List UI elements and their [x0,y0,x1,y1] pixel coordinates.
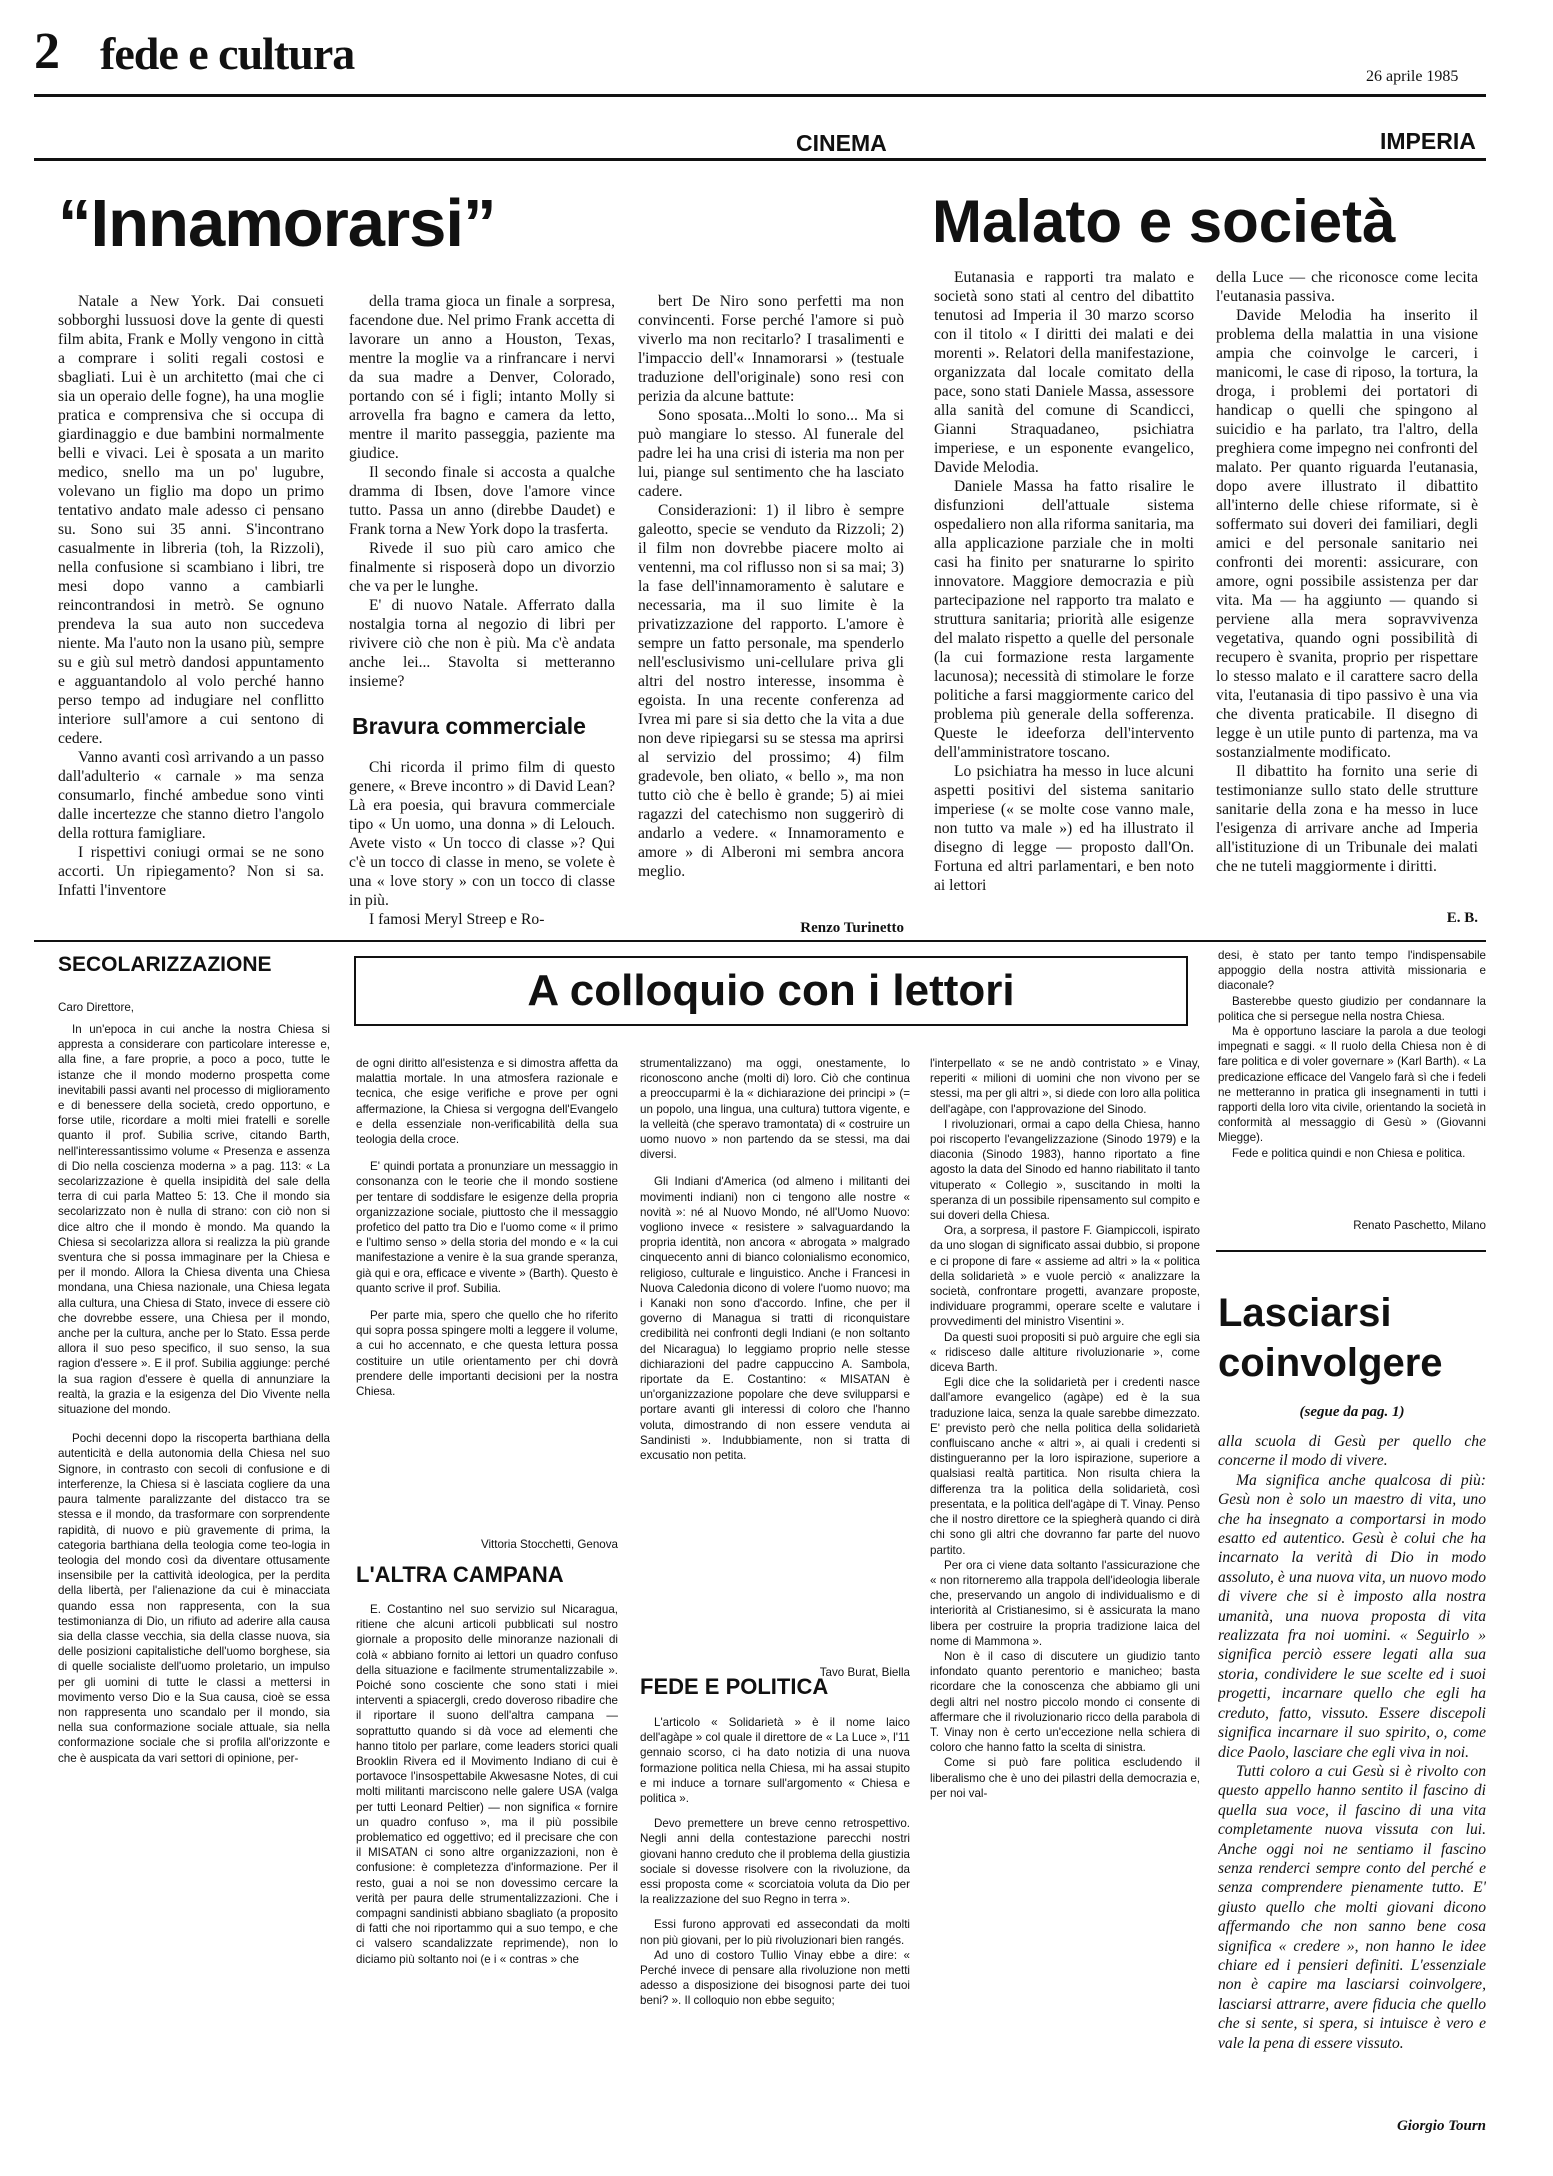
politica-author: Renato Paschetto, Milano [1353,1219,1486,1232]
issue-date: 26 aprile 1985 [1366,68,1459,85]
campana-col2: E. Costantino nel suo servizio sul Nicaragua, ritiene che alcuni articoli pubblicati sul nostro giornale a proposito delle minoranze nazionali di colà « abbiano fornito ai lettori un quadro confuso della situazione e facilmente strumentalizzabile ». Poiché sono cosciente che sono stati i miei interventi a spiacergli, credo doveroso ribadire che il riportare il suono dell'altra campana — soprattutto quando si dà voce ad elementi che hanno titolo per parlare, come leaders storici quali Brooklin Rivera ed il Movimento Indiano di cui è portavoce l'insospettabile Akwesasne Notes, di cui molti militanti marciscono nelle galere USA (valga per tutti Leonard Peltier) — non significa « fornire un quadro confuso », ma il più possibile problematico ed oggettivo; ed il precisare che con il MISATAN ci sono altre organizzazioni, non è confusione: è completezza d'informazione. Per il resto, guai a noi se non dovessimo cercare la verità per paura delle strumentalizzazioni. Che i compagni sandinisti abbiano sbagliato (a proposito di fatti che noi riportammo qui a suo tempo, e che ci valsero scandalizzate reprimende), non lo diciamo più soltanto noi (e i « contras » che [356,1603,618,1966]
lasciarsi-title: Lasciarsi coinvolgere [1218,1291,1443,1385]
politica-title: FEDE E POLITICA [640,1674,829,1699]
bravura-subhead: Bravura commerciale [352,713,586,739]
masthead-rule [34,94,1486,97]
label-rule [34,158,1486,161]
innamorarsi-author: Renzo Turinetto [800,920,904,936]
politica-col4: l'interpellato « se ne andò contristato » e Vinay, reperiti « milioni di uomini che non vivono per se stessi, ma per gli altri », si diede con loro alla politica dell'agàpe, con l'approvazione del Sinodo. I rivoluzionari, ormai a capo della Chiesa, hanno poi riscoperto l'evangelizzazione (Sinodo 1979) e la diaconia (Sinodo 1983), hanno riportato a fine agosto la data del Sinodo ed hanno riabilitato il tanto vituperato « Collegio », suscitando in molti la speranza di un possibile ripensamento sul compito e sui doveri della Chiesa. Ora, a sorpresa, il pastore F. Giampiccoli, ispirato da uno slogan di significato assai dubbio, si propone e ci propone di fare « assieme ad altri » la « politica della solidarietà » e vuole perciò « analizzare la società, confrontare progetti, avanzare proposte, individuare programmi, operare scelte e valutare i provvedimenti del ministro Visentini ». Da questi suoi propositi si può arguire che egli sia « ridisceso dalle altiture rivoluzionarie », come diceva Barth. Egli dice che la solidarietà per i credenti nasce dall'amore evangelico (agàpe) ed è la sua traduzione laica, senza la quale sarebbe dimezzato. E' previsto però che nella politica della solidarietà confluiscano anche « altri », ai quali i credenti si distingueranno per la loro ispirazione, superiore a qualsiasi realtà partitica. Non risulta chiera la differenza tra la politica della solidarietà, così presentata, e la politica dell'agàpe di T. Vinay. Penso che il nostro direttore ce la spiegherà quando ci dirà chi sono gli altri che dovranno far parte del nuovo partito. Per ora ci viene data soltanto l'assicurazione che « non ritorneremo alla trappola dell'ideologia liberale che, preservando un angolo di individualismo e di interiorità al Cristianesimo, si è assicurata la mano libera per costruire la propria tradizione laica del nome di Mammona ». Non è il caso di discutere un giudizio tanto infondato quanto perentorio e manicheo; basta ricordare che la conoscenza che abbiamo gli uni degli altri nel nostro piccolo mondo ci consente di affermare che il rivoluzionario ricco della parabola di T. Vinay non è certo un'eccezione nella schiera di coloro che hanno fatto la scelta di sinistra. Come si può fare politica escludendo il liberalismo che è uno dei pilastri della democrazia e, per noi val- [930,1057,1200,1800]
lettori-banner-box [354,956,1188,1026]
secolarizzazione-author: Vittoria Stocchetti, Genova [480,1538,618,1551]
innamorarsi-col2: della trama gioca un finale a sorpresa, facendone due. Nel primo Frank accetta di lavorare un anno a Houston, Texas, mentre la moglie va a rinfrancare i nervi da sua madre a Denver, Colorado, portando con sé i figli; intanto Molly si arrovella fra bagno e camera da letto, mentre il marito passeggia, paziente ma giudice. Il secondo finale si accosta a qualche dramma di Ibsen, dove l'amore vince tutto. Passa un anno (direbbe Daudet) e Frank torna a New York dopo la trasferta. Rivede il suo più caro amico che finalmente si risposerà dopo un divorzio che va per le lunghe. E' di nuovo Natale. Afferrato dalla nostalgia torna al negozio di libri per rivivere ciò che non è più. Ma c'è andata anche lei... Stavolta si metteranno insieme? [349,293,615,690]
secolarizzazione-col2: de ogni diritto all'esistenza e si dimostra affetta da malattia mortale. In una atmosfera razionale e tecnica, che esige verifiche e prove per ogni affermazione, la Chiesa si vergogna dell'Evangelo e della essenziale non-verificabilità della sua teologia della croce. E' quindi portata a pronunziare un messaggio in consonanza con le teorie che il mondo sostiene per tentare di soddisfare le esigenze della propria organizzazione sociale, piuttosto che il messaggio profetico del patto tra Dio e l'uomo come « il primo e l'ultimo senso » della storia del mondo e « la cui manifestazione a venire è la sua grande speranza, già qui e ora, efficace e vivente » (Barth). Questo è quanto scrive il prof. Subilia. Per parte mia, spero che quello che ho riferito qui sopra possa spingere molti a leggere il volume, a cui ho accennato, e che questa lettura possa costituire un utile orientamento per chi dovrà prendere delle importanti decisioni per la nostra Chiesa. [356,1057,618,1399]
lettori-banner-title: A colloquio con i lettori [527,966,1015,1015]
lasciarsi-body: alla scuola di Gesù per quello che concerne il modo di vivere. Ma significa anche qualcosa di più: Gesù non è solo un maestro di vita, uno che ha insegnato a comportarsi in modo esatto ed autentico. Gesù è colui che ha incarnato la verità di Dio in modo assoluto, è una nuova vita, un nuovo modo di vivere che si è imposto alla nostra umanità, una nuova proposta di vita realizzata fra noi uomini. « Seguirlo » significa perciò essere legati alla sua storia, condividere le sue scelte ed i suoi progetti, incarnare quello che egli ha creduto, fatto, vissuto. Essere discepoli significa incarnare il suo spirito, o, come dice Paolo, lasciare che egli viva in noi. Tutti coloro a cui Gesù si è rivolto con questo appello hanno sentito il fascino di quella sua voce, il fascino di una vita completamente nuova vissuta con lui. Anche oggi noi ne sentiamo il fascino senza renderci sempre conto del perché e senza comprendere pienamente tutto. E' giusto quello che molti giovani dicono affermando che non sanno bene cosa significa « credere », non hanno le idee chiare ed i pensieri definiti. L'essenziale non è capire ma lasciarsi coinvolgere, lasciarsi attrarre, avere fiducia che quello che si sente, si spera, si intuisce è vero e vale la pena di essere vissuto. [1218,1433,1486,2052]
campana-col3: strumentalizzano) ma oggi, onestamente, lo riconoscono anche (molti di) loro. Ciò che continua a preoccuparmi è la « dichiarazione dei principi » (= un popolo, una lingua, una cultura) tuttora vigente, e la velleità (che speravo tramontata) di « costruire un uomo nuovo » non partendo da se stessi, ma dai diversi. Gli Indiani d'America (od almeno i militanti dei movimenti indiani) non ci tengono alle nostre « novità »: né al Nuovo Mondo, né all'Uomo Nuovo: vogliono invece « resistere » salvaguardando la propria identità, non ancora « abrogata » malgrado cinquecento anni di bianco colonialismo economico, religioso, culturale e linguistico. Anche i Francesi in Nuova Caledonia dicono di volere l'uomo nuovo; ma i Kanaki non sono d'accordo. Infine, che per il governo di Managua si tratti di riconquistare credibilità nei confronti degli Indiani (e non soltanto del Nicaragua) lo leggiamo proprio nelle stesse dichiarazioni del padre cappuccino A. Sambola, riportate da E. Costantino: « MISATAN è un'organizzazione popolare che deve svilupparsi e portare avanti gli interessi di coloro che l'hanno voluta, dimostrando di non essere venduta ai Sandinisti ». Indubbiamente, non si tratta di excusatio non petita. [640,1057,910,1463]
politica-col3: L'articolo « Solidarietà » è il nome laico dell'agàpe » col quale il direttore de « La Luce », l'11 gennaio scorso, ci ha dato notizia di una nuova formazione politica nella Chiesa, mi ha assai stupito e mi induce a tornare sull'argomento « Chiesa e politica ». Devo premettere un breve cenno retrospettivo. Negli anni della contestazione parecchi nostri giovani hanno creduto che il problema della giustizia sociale si dovesse risolvere con la rivoluzione, da essi proposta come « scorciatoia voluta da Dio per la realizzazione del suo Regno in terra ». Essi furono approvati ed assecondati da molti non più giovani, per lo più rivoluzionari bien rangés. Ad uno di costoro Tullio Vinay ebbe a dire: « Perché invece di pensare alla rivoluzione non metti adesso a disposizione dei bisognosi parte dei tuoi beni? ». Il colloquio non ebbe seguito; [640,1716,910,2008]
lasciarsi-author: Giorgio Tourn [1396,2118,1486,2134]
secolarizzazione-salutation: Caro Direttore, [58,1001,135,1014]
innamorarsi-col3: bert De Niro sono perfetti ma non convincenti. Forse perché l'amore si può viverlo ma non recitarlo? I trasalimenti e l'impaccio dell'« Innamorarsi » (testuale traduzione dell'originale) sono resi con perizia da alcune battute: Sono sposata...Molti lo sono... Ma si può mangiare lo stesso. Al funerale del padre lei ha una crisi di isteria ma non per lui, piange sul sentimento che ha lasciato cadere. Considerazioni: 1) il libro è sempre galeotto, specie se venduto da Rizzoli; 2) il film non dovrebbe piacere molto ai ventenni, ma col riflusso non si sa mai; 3) la fase dell'innamoramento è salutare e necessaria, ma il suo limite è la privatizzazione del rapporto. L'amore è sempre un fatto personale, ma spenderlo nell'esclusivismo uni-cellulare priva gli altri del nostro interesse, insomma è egoista. In una recente conferenza ad Ivrea mi pare si sia detto che la vita a due non deve ripiegarsi su se stessa ma aprirsi al servizio del prossimo; 4) film gradevole, ben oliato, « bello », ma non tutto ciò che è bello è grande; 5) ai miei ragazzi del catechismo non suggerirò di andarlo a vedere. « Innamoramento e amore » di Alberoni mi sembra ancora meglio. [638,293,904,880]
lasciarsi-divider [1216,1250,1486,1252]
imperia-label: IMPERIA [1380,128,1476,154]
malato-author: E. B. [1446,910,1478,926]
section-divider [34,940,1486,942]
innamorarsi-col1: Natale a New York. Dai consueti sobborghi lussuosi dove la gente di questi film abita, Frank e Molly vengono in città a comprare i soliti regali costosi e sbagliati. Lui è un architetto (mai che ci sia un operaio delle fogne), ha una moglie pratica e comprensiva che si occupa di giardinaggio e due bambini normalmente belli e vivaci. Lei è sposata a un marito medico, snello ma un po' lugubre, volevano un figlio ma dopo un primo tentativo andato male adesso ci pensano su. Sono sui 35 anni. S'incontrano casualmente in libreria (toh, la Rizzoli), nella confusione si scambiano i libri, tre mesi dopo vanno a cambiarli reincontrandosi in metrò. Se ognuno prendeva la sua auto non succedeva niente. Ma l'auto non la usano più, sempre su e giù sul metrò dandosi appuntamento e agguantandolo al volo perché hanno perso tempo ad indugiare nel conflitto interiore sull'amore a cui sentono di cedere. Vanno avanti così arrivando a un passo dall'adulterio « carnale » ma senza consumarlo, finché ambedue sono vinti dalle incertezze che stanno dietro l'angolo della rottura famigliare. I rispettivi coniugi ormai se ne sono accorti. Un ripiegamento? Non si sa. Infatti l'inventore [58,293,324,899]
campana-title: L'ALTRA CAMPANA [356,1562,564,1587]
lasciarsi-continued: (segue da pag. 1) [1299,1404,1405,1420]
section-title: fede e cultura [100,28,355,79]
politica-col5: desi, è stato per tanto tempo l'indispensabile appoggio della nostra attività missionaria e diaconale? Basterebbe questo giudizio per condannare la politica che si persegue nella nostra Chiesa. Ma è opportuno lasciare la parola a due teologi impegnati e saggi. « Il ruolo della Chiesa non è di fare politica e di voler governare » (Karl Barth). « La predicazione efficace del Vangelo farà sì che i fedeli ne metteranno in pratica gli insegnamenti in tutti i rapporti della loro vita civile, orientando la società in conformità al messaggio di Gesù » (Giovanni Miegge). Fede e politica quindi e non Chiesa e politica. [1218,949,1486,1160]
secolarizzazione-title: SECOLARIZZAZIONE [58,953,272,976]
innamorarsi-title: “Innamorarsi” [58,186,496,261]
innamorarsi-col2b: Chi ricorda il primo film di questo genere, « Breve incontro » di David Lean? Là era poesia, qui bravura commerciale tipo « Un uomo, una donna » di Lelouch. Avete visto « Un tocco di classe »? Qui c'è un tocco di classe in meno, se volete è una « love story » con un tocco di classe in più. I famosi Meryl Streep e Ro- [349,759,615,928]
malato-col1: Eutanasia e rapporti tra malato e società sono stati al centro del dibattito tenutosi ad Imperia il 30 marzo scorso con il titolo « I diritti dei malati e dei morenti ». Relatori della manifestazione, organizzata dal locale comitato della pace, sono stati Daniele Massa, assessore alla sanità del comune di Scandicci, Gianni Straquadaneo, psichiatra imperiese, e un esponente evangelico, Davide Melodia. Daniele Massa ha fatto risalire le disfunzioni dell'attuale sistema ospedaliero non alla riforma sanitaria, ma alla applicazione parziale che in molti casi ha finito per snaturarne lo spirito innovatore. Maggiore democrazia e più partecipazione nel rapporto tra malato e struttura sanitaria; priorità alle esigenze del malato rispetto a quelle del personale (la cui formazione resta largamente lacunosa); necessità di stimolare le forze politiche a farsi maggiormente carico del problema più generale della sofferenza. Queste le ideeforza dell'intervento dell'amministratore toscano. Lo psichiatra ha messo in luce alcuni aspetti positivi del sistema sanitario imperiese (« se molte cose vanno male, non tutto va male ») ed ha illustrato il disegno di legge — proposto dall'On. Fortuna ed altri parlamentari, e ben noto ai lettori [934,269,1194,894]
campana-author: Tavo Burat, Biella [819,1666,910,1679]
cinema-label: CINEMA [796,130,887,156]
malato-title: Malato e società [932,188,1396,255]
page-number: 2 [34,23,60,80]
secolarizzazione-col1: In un'epoca in cui anche la nostra Chiesa si appresta a considerare con particolare interesse e, alla fine, a fare proprie, a poco a poco, tutte le istanze che il mondo moderno prospetta come inevitabili passi avanti nel processo di miglioramento e di benessere della società, credo opportuno, e forse utile, ricordare a molti miei fratelli e sorelle quanto il prof. Subilia scrive, citando Barth, nell'interessantissimo volume « Presenza e assenza di Dio nella coscienza moderna » a pag. 113: « La secolarizzazione è quella insipidità del sale della terra di cui parla Matteo 5: 13. Che il mondo sia secolarizzato non è nulla di strano: con ciò non si dice altro che il mondo è mondo. Ma quando la Chiesa si secolarizza allora si realizza la più grande sventura che si possa immaginare per la Chiesa e per il mondo. Allora la Chiesa diventa una Chiesa mondana, una Chiesa nazionale, una Chiesa legata alla cultura, una Chiesa di Stato, invece di essere ciò che dovrebbe essere, una Chiesa per il mondo, anche per la cultura, anche per lo Stato. Essa perde allora il suo peso specifico, il suo senso, la sua ragion d'essere ». E il prof. Subilia aggiunge: perché la sua ragion d'essere è quella di annunziare la realtà, la grazia e la esigenza del Dio Vivente nella situazione del mondo. Pochi decenni dopo la riscoperta barthiana della autenticità e della autonomia della Chiesa nel suo Signore, in contrasto con secoli di confusione e di interferenze, la Chiesa si è lasciata cogliere da una paura talmente paralizzante del distacco tra se stessa e il mondo, da trasformare con sorprendente rapidità, di nuovo e più gravemente di prima, la categoria barthiana della teologia come teo-logia in teologia del mondo così da diventare ottusamente insensibile per la cattività ideologica, per la perdita della libertà, per l'alienazione da cui è minacciata quando essa non rappresenta, con la sua testimonianza di Dio, un rifiuto ad aderire alla causa sia della classe vecchia, sia della classe nuova, sia delle posizioni capitalistiche dell'uomo borghese, sia di quelle socialiste dell'uomo proletario, un impulso per gli uomini di tutte le classi a mettersi in movimento verso Dio e la Sua causa, cioè se essa non rappresenta uno scandalo per il mondo, sia nella sua conformazione sociale attuale, sia nella conformazione sociale che si profila all'orizzonte e che è auspicata da vari settori di opinione, per- [58,1023,330,1765]
malato-col2: della Luce — che riconosce come lecita l'eutanasia passiva. Davide Melodia ha inserito il problema della malattia in una visione ampia che coinvolge le carceri, i manicomi, le case di riposo, la tortura, la droga, i problemi dei portatori di handicap o quelli che spingono al suicidio e ha parlato, tra l'altro, della preghiera come impegno nei confronti del malato. Per quanto riguarda l'eutanasia, dopo avere illustrato il dibattito all'interno delle chiese riformate, si è soffermato sui doveri dei familiari, degli amici e del personale sanitario nei confronti dei morenti: assicurare, con amore, ogni possibile assistenza per dar vita. Ma — ha aggiunto — quando si perviene alla mera sopravvivenza vegetativa, quando ogni possibilità di recupero è svanita, proprio per rispettare lo stesso malato e il carattere sacro della vita, l'eutanasia di tipo passivo è una via che diventa praticabile. Il disegno di legge è un utile punto di partenza, ma va sostanzialmente modificato. Il dibattito ha fornito una serie di testimonianze sullo stato delle strutture sanitarie della zona e ha messo in luce l'esigenza di arrivare anche ad Imperia all'istituzione di un Tribunale dei malati che ne tuteli maggiormente i diritti. [1216,269,1478,875]
